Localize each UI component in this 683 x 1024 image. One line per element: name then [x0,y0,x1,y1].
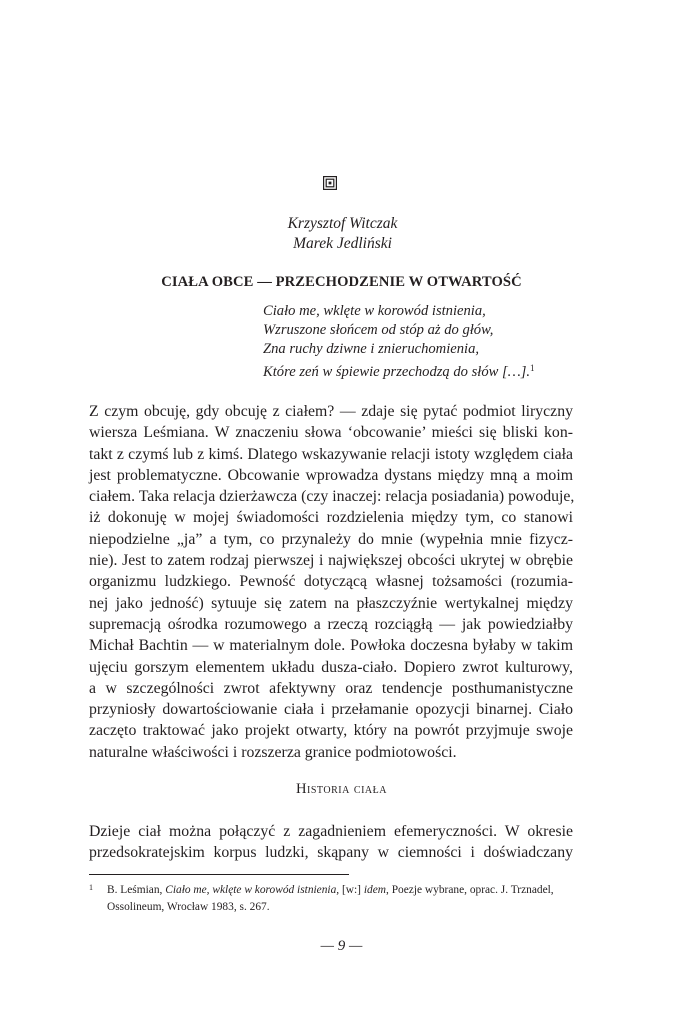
motto-line [263,359,535,382]
text-line: takt z czymś lub z kimś. Dlatego wskazywanie relacji istoty względem ciała [89,445,573,463]
motto-line: Ciało me, wklęte w korowód istnienia, [263,303,486,319]
footnote-author: B. Leśmian, [107,884,163,896]
chapter-title: CIAŁA OBCE — PRZECHODZENIE W OTWARTOŚĆ [161,274,522,290]
body-paragraph-1 [89,401,573,763]
text-line: naturalne właściwości i rozszerza granice podmiotowości. [89,743,457,761]
footnote-rest: , Poezje wybrane, oprac. J. Trznadel, [386,884,554,896]
text-line: niepodzielne „ja” a tym, co przynależy do mnie (wypełnia mnie fizycz- [89,530,573,548]
text-line: przedsokratejskim korpus ludzki, skąpany w ciemności i doświadczany [89,844,573,862]
text-line: przyniosły dowartościowanie ciała i przełamanie opozycji binarnej. Ciało [89,701,573,719]
text-line: organizmu ludzkiego. Pewność dotyczącą własnej tożsamości (rozumia- [89,573,573,591]
footnote-number: 1 [89,883,93,892]
authors-block [0,214,683,254]
text-line: iż dokonuję w mojej świadomości rozdzielenia między tym, co stanowi [89,509,573,527]
motto-line: Wzruszone słońcem od stóp aż do głów, [263,322,494,338]
footnote-divider [89,874,349,875]
footnote-idem: idem [363,884,386,896]
text-line: Dzieje ciał można połączyć z zagadnieniem efemeryczności. W okresie [89,823,573,840]
footnote-reference: 1 [530,363,535,373]
footnote [89,879,573,916]
body-paragraph-2 [89,821,573,864]
text-line: a w szczególności zwrot afektywny oraz tendencje posthumanistyczne [89,679,573,697]
text-line: supremacją ośrodka rozumowego a rzeczą rozciągłą — jak powiedziałby [89,615,573,633]
footnote-in: [w:] [342,884,361,896]
concentric-squares-icon [323,176,337,190]
motto-epigraph [263,302,535,382]
page-number: — 9 — [320,938,363,954]
author-name: Krzysztof Witczak [287,215,398,232]
text-line: ujęciu gorszym elementem układu dusza-ciało. Dopiero zwrot kulturowy, [89,658,573,676]
footnote-line: Ossolineum, Wrocław 1983, s. 267. [107,901,270,913]
text-line: Z czym obcuję, gdy obcuję z ciałem? — zdaje się pytać podmiot liryczny [89,403,573,420]
motto-line: Zna ruchy dziwne i znieruchomienia, [263,341,480,357]
motto-line-text: Które zeń w śpiewie przechodzą do słów […]. [263,364,531,380]
section-heading: Historia ciała [295,781,387,797]
author-name: Marek Jedliński [293,235,392,252]
text-line: Michał Bachtin — w materialnym dole. Powłoka doczesna byłaby w takim [89,637,573,655]
text-line: zaczęto traktować jako projekt otwarty, który na powrót przyjmuje swoje [89,722,573,740]
footnote-line [89,879,573,899]
text-line: jest problematyczne. Obcowanie wprowadza dystans między mną a moim [89,466,573,484]
text-line: nie). Jest to zatem rodzaj pierwszej i największej obcości ukrytej w obrębie [89,552,573,570]
text-line: nej jako jedność) sytuuje się zatem na płaszczyźnie wertykalnej między [89,594,573,612]
footnote-work-title: Ciało me, wklęte w korowód istnienia, [165,884,340,896]
text-line: ciałem. Taka relacja dzierżawcza (czy inaczej: relacja posiadania) powoduje, [89,488,575,506]
text-line: wiersza Leśmiana. W znaczeniu słowa ‘obcowanie’ mieści się bliski kon- [89,424,573,442]
